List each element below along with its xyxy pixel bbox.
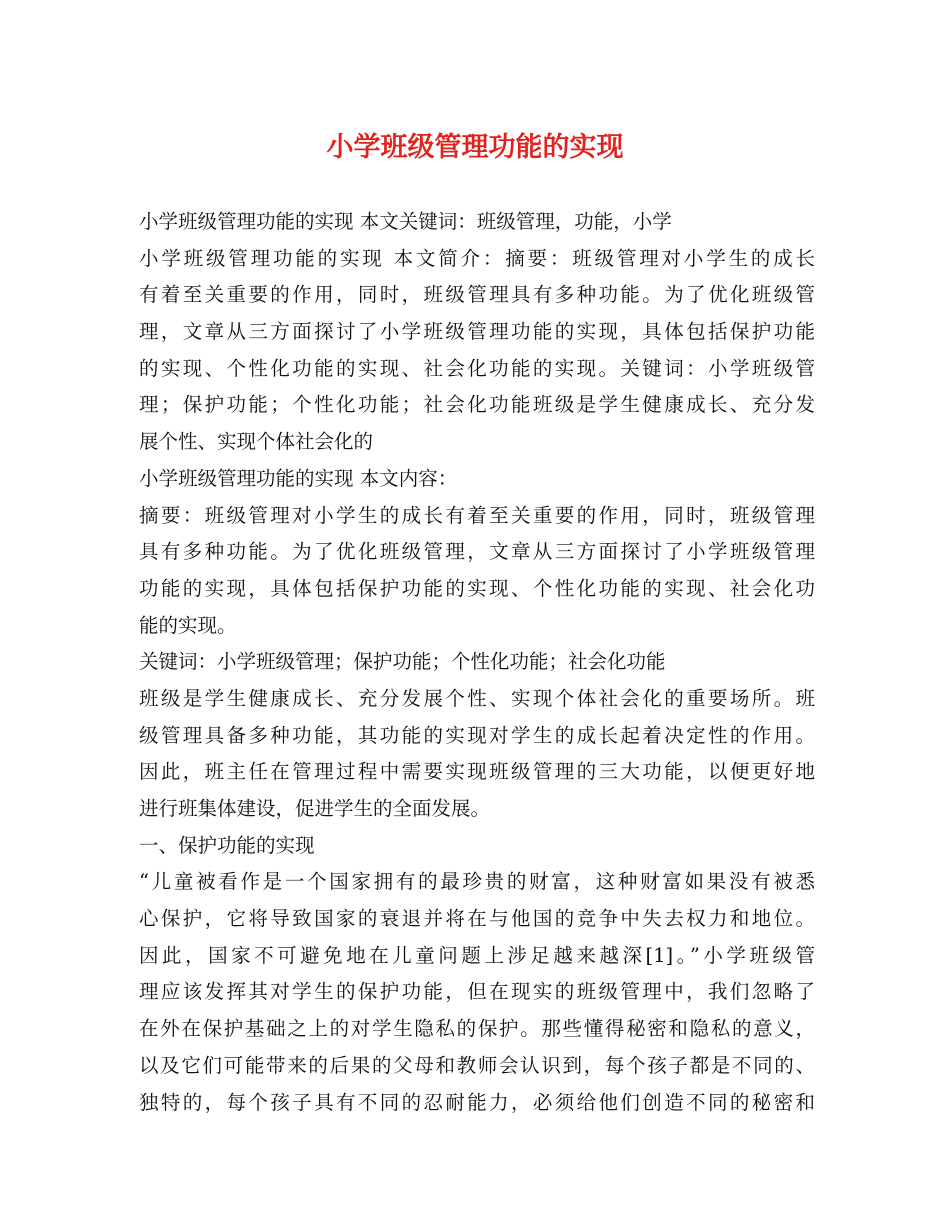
body-line: 进行班集体建设，促进学生的全面发展。 bbox=[139, 797, 491, 820]
body-line: 展个性、实现个体社会化的 bbox=[139, 430, 374, 454]
body-line: 摘要：班级管理对小学生的成长有着至关重要的作用，同时，班级管理 bbox=[139, 503, 815, 527]
body-line: 因此，班主任在管理过程中需要实现班级管理的三大功能，以便更好地 bbox=[139, 760, 815, 784]
body-line: 以及它们可能带来的后果的父母和教师会认识到，每个孩子都是不同的、 bbox=[139, 1053, 815, 1077]
body-line: 小学班级管理功能的实现 本文内容： bbox=[139, 466, 458, 490]
body-line: “儿童被看作是一个国家拥有的最珍贵的财富，这种财富如果没有被悉 bbox=[139, 870, 815, 894]
body-line: 心保护，它将导致国家的衰退并将在与他国的竞争中失去权力和地位。 bbox=[139, 907, 815, 931]
body-line: 独特的，每个孩子具有不同的忍耐能力，必须给他们创造不同的秘密和 bbox=[139, 1090, 815, 1114]
body-line: 有着至关重要的作用，同时，班级管理具有多种功能。为了优化班级管 bbox=[139, 283, 815, 307]
body-line: 关键词：小学班级管理；保护功能；个性化功能；社会化功能 bbox=[139, 650, 666, 674]
body-line: 因此，国家不可避免地在儿童问题上涉足越来越深[1]。”小学班级管 bbox=[139, 943, 815, 967]
body-line: 在外在保护基础之上的对学生隐私的保护。那些懂得秘密和隐私的意义， bbox=[139, 1017, 815, 1041]
body-line: 功能的实现，具体包括保护功能的实现、个性化功能的实现、社会化功 bbox=[139, 576, 815, 600]
body-line: 级管理具备多种功能，其功能的实现对学生的成长起着决定性的作用。 bbox=[139, 723, 815, 747]
body-line: 具有多种功能。为了优化班级管理，文章从三方面探讨了小学班级管理 bbox=[139, 540, 815, 564]
document-title: 小学班级管理功能的实现 bbox=[326, 132, 624, 163]
document-body bbox=[139, 204, 815, 1121]
body-line: 理，文章从三方面探讨了小学班级管理功能的实现，具体包括保护功能 bbox=[139, 320, 815, 344]
section-heading: 一、保护功能的实现 bbox=[139, 833, 315, 857]
body-line: 小学班级管理功能的实现 本文简介：摘要：班级管理对小学生的成长 bbox=[139, 246, 815, 270]
body-line: 的实现、个性化功能的实现、社会化功能的实现。关键词：小学班级管 bbox=[139, 356, 815, 380]
body-line: 理应该发挥其对学生的保护功能，但在现实的班级管理中，我们忽略了 bbox=[139, 980, 815, 1004]
body-line: 班级是学生健康成长、充分发展个性、实现个体社会化的重要场所。班 bbox=[139, 686, 815, 710]
body-line: 理；保护功能；个性化功能；社会化功能班级是学生健康成长、充分发 bbox=[139, 393, 815, 417]
body-line: 能的实现。 bbox=[139, 613, 237, 637]
body-line: 小学班级管理功能的实现 本文关键词：班级管理，功能，小学 bbox=[139, 210, 672, 233]
